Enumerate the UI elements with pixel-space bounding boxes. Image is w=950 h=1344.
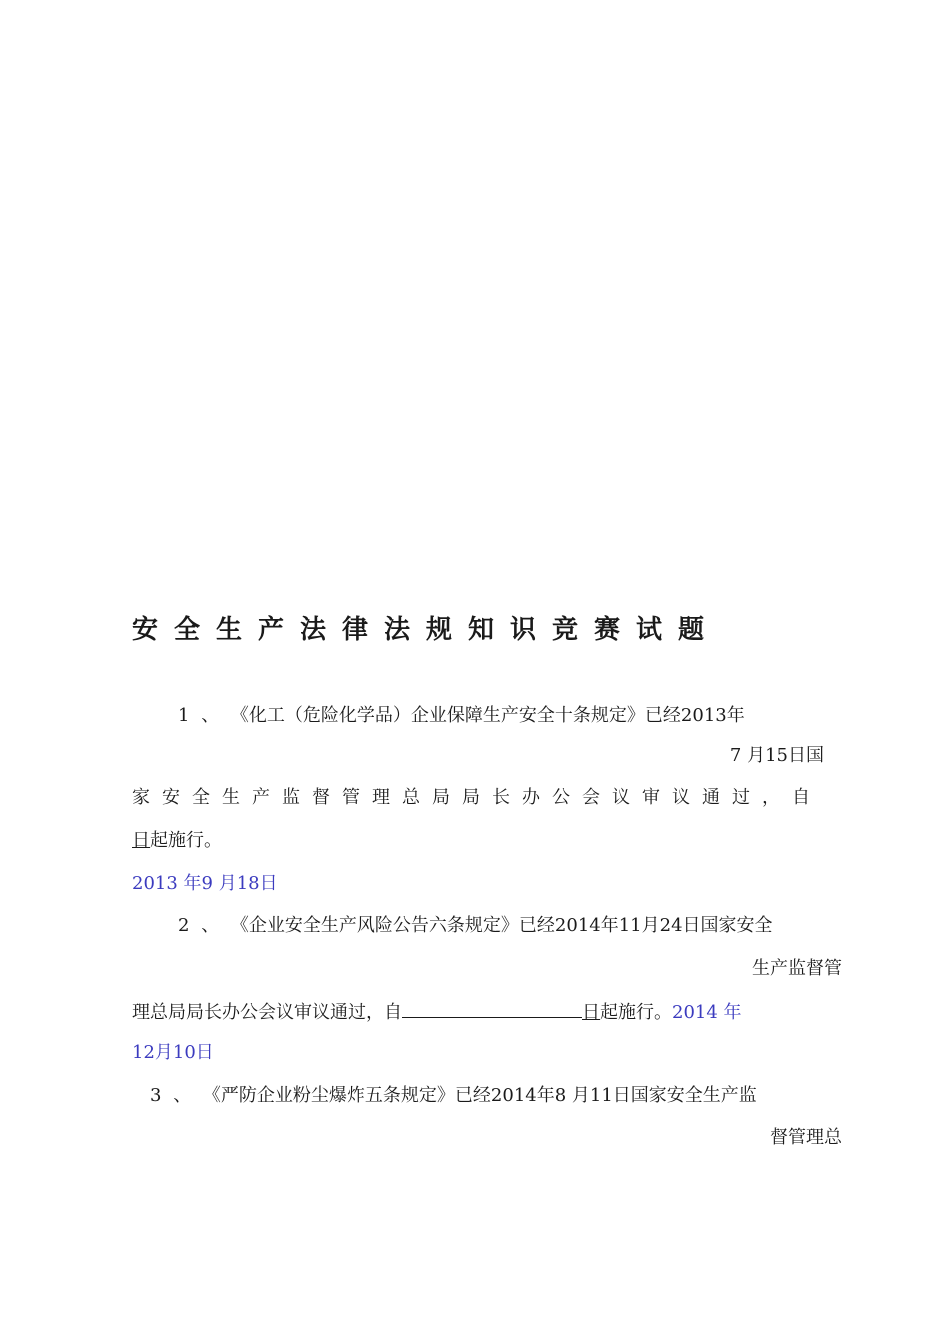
question-1-blank-suffix: 日	[132, 830, 150, 851]
question-2-separator: 、	[201, 915, 220, 936]
question-2-text: 理总局局长办公会议审议通过，自	[132, 1002, 402, 1023]
question-2-line-3	[132, 999, 742, 1025]
question-3-number: 3	[150, 1085, 162, 1106]
question-1-line-2: 7 月15日国	[729, 745, 824, 766]
question-2-lead: 《企业安全生产风险公告六条规定》已经2014年11月24日国家安全	[230, 915, 773, 936]
question-2-blank-suffix: 日	[582, 1002, 600, 1023]
question-1-answer: 2013 年9 月18日	[132, 873, 278, 894]
question-2-line-2: 生产监督管	[752, 958, 842, 979]
question-2-answer-a: 2014 年	[672, 1002, 742, 1023]
question-3-lead: 《严防企业粉尘爆炸五条规定》已经2014年8 月11日国家安全生产监	[202, 1085, 757, 1106]
question-1-lead: 《化工（危险化学品）企业保障生产安全十条规定》已经2013年	[230, 705, 745, 726]
question-2-number: 2	[178, 915, 190, 936]
question-2-tail: 起施行。	[600, 1002, 672, 1023]
question-1-line-3: 家安全生产监督管理总局局长办公会议审议通过，自	[132, 787, 822, 808]
question-2-answer-b: 12月10日	[132, 1042, 214, 1063]
question-2-line-1	[178, 914, 773, 938]
question-3-line-2: 督管理总	[770, 1127, 842, 1148]
question-3-line-1	[150, 1084, 757, 1108]
question-1-number: 1	[178, 705, 190, 726]
question-1-line-1	[178, 704, 745, 728]
question-1-separator: 、	[201, 705, 220, 726]
question-2-answer-blank	[402, 999, 582, 1018]
question-3-separator: 、	[173, 1085, 192, 1106]
question-1-line-4	[132, 829, 222, 853]
page-title: 安全生产法律法规知识竞赛试题	[132, 615, 721, 645]
question-1-tail: 起施行。	[150, 830, 222, 851]
